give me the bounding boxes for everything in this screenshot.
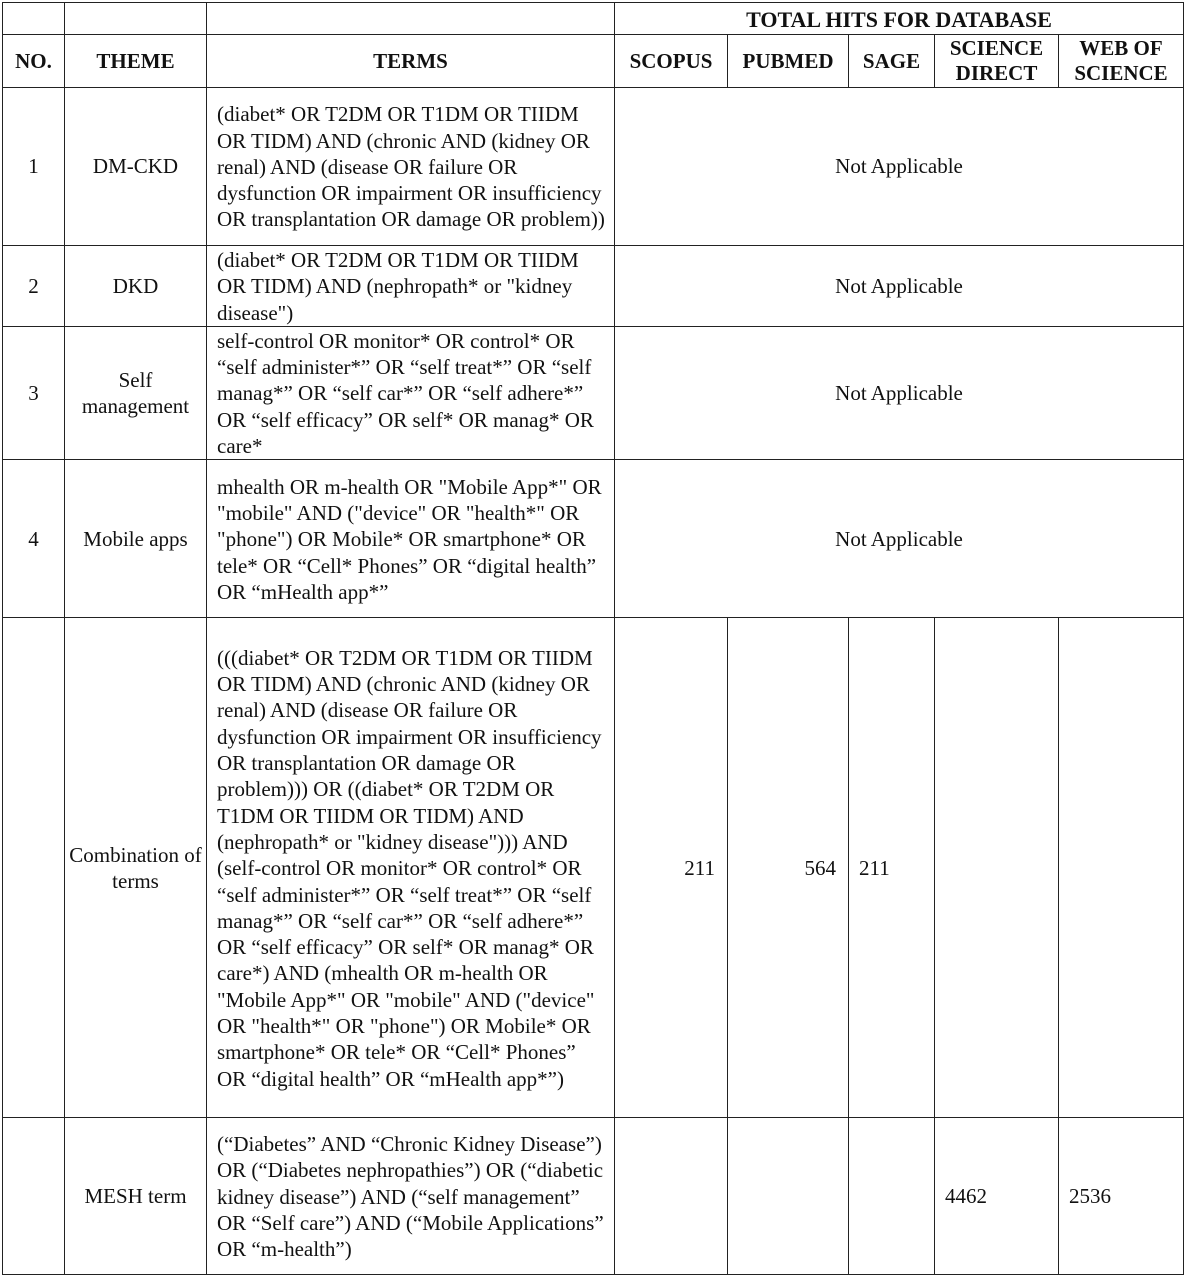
- hits-sage: [849, 1118, 935, 1275]
- row-hits-not-applicable: Not Applicable: [615, 326, 1184, 459]
- hits-scopus: 211: [615, 618, 728, 1118]
- row-number: [3, 1118, 65, 1275]
- row-theme: DKD: [65, 246, 207, 327]
- header-theme: THEME: [65, 35, 207, 88]
- row-hits-not-applicable: Not Applicable: [615, 460, 1184, 618]
- table-row: [3, 246, 1184, 327]
- row-number: 2: [3, 246, 65, 327]
- row-number: 4: [3, 460, 65, 618]
- row-number: 1: [3, 88, 65, 246]
- hits-science-direct: 4462: [935, 1118, 1059, 1275]
- row-number: 3: [3, 326, 65, 459]
- blank-cell: [65, 3, 207, 35]
- row-hits-not-applicable: Not Applicable: [615, 246, 1184, 327]
- blank-cell: [207, 3, 615, 35]
- header-pubmed: PUBMED: [728, 35, 849, 88]
- row-terms: (diabet* OR T2DM OR T1DM OR TIIDM OR TIDM) AND (nephropath* or "kidney disease"): [207, 246, 615, 327]
- row-theme: Combination of terms: [65, 618, 207, 1118]
- row-hits-not-applicable: Not Applicable: [615, 88, 1184, 246]
- hits-pubmed: 564: [728, 618, 849, 1118]
- row-theme: Mobile apps: [65, 460, 207, 618]
- header-science-direct: SCIENCE DIRECT: [935, 35, 1059, 88]
- total-hits-group-header: TOTAL HITS FOR DATABASE: [615, 3, 1184, 35]
- hits-scopus: [615, 1118, 728, 1275]
- blank-cell: [3, 3, 65, 35]
- table-row: [3, 1118, 1184, 1275]
- hits-web-of-science: 2536: [1059, 1118, 1184, 1275]
- row-terms: (diabet* OR T2DM OR T1DM OR TIIDM OR TIDM) AND (chronic AND (kidney OR renal) AND (disease OR failure OR dysfunction OR impairment OR insufficiency OR transplantation OR damage OR problem)): [207, 88, 615, 246]
- row-number: [3, 618, 65, 1118]
- header-sage: SAGE: [849, 35, 935, 88]
- table-row: [3, 618, 1184, 1118]
- header-terms: TERMS: [207, 35, 615, 88]
- row-terms: mhealth OR m-health OR "Mobile App*" OR "mobile" AND ("device" OR "health*" OR "phone") OR Mobile* OR smartphone* OR tele* OR “Cell* Phones” OR “digital health” OR “mHealth app*”: [207, 460, 615, 618]
- hits-science-direct: [935, 618, 1059, 1118]
- row-terms: self-control OR monitor* OR control* OR “self administer*” OR “self treat*” OR “self manag*” OR “self car*” OR “self adhere*” OR “self efficacy” OR self* OR manag* OR care*: [207, 326, 615, 459]
- row-theme: MESH term: [65, 1118, 207, 1275]
- row-theme: DM-CKD: [65, 88, 207, 246]
- header-no: NO.: [3, 35, 65, 88]
- hits-pubmed: [728, 1118, 849, 1275]
- header-web-of-science: WEB OF SCIENCE: [1059, 35, 1184, 88]
- table-row: [3, 326, 1184, 459]
- table-row: [3, 88, 1184, 246]
- group-header-row: [3, 3, 1184, 35]
- search-terms-table: [2, 2, 1184, 1275]
- hits-web-of-science: [1059, 618, 1184, 1118]
- hits-sage: 211: [849, 618, 935, 1118]
- table-row: [3, 460, 1184, 618]
- row-terms: (((diabet* OR T2DM OR T1DM OR TIIDM OR TIDM) AND (chronic AND (kidney OR renal) AND (disease OR failure OR dysfunction OR impairment OR insufficiency OR transplantation OR damage OR problem))) OR ((diabet* OR T2DM OR T1DM OR TIIDM OR TIDM) AND (nephropath* or "kidney disease"))) AND (self-control OR monitor* OR control* OR “self administer*” OR “self treat*” OR “self manag*” OR “self car*” OR “self adhere*” OR “self efficacy” OR self* OR manag* OR care*) AND (mhealth OR m-health OR "Mobile App*" OR "mobile" AND ("device" OR "health*" OR "phone") OR Mobile* OR smartphone* OR tele* OR “Cell* Phones” OR “digital health” OR “mHealth app*”): [207, 618, 615, 1118]
- row-theme: Self management: [65, 326, 207, 459]
- column-header-row: [3, 35, 1184, 88]
- header-scopus: SCOPUS: [615, 35, 728, 88]
- row-terms: (“Diabetes” AND “Chronic Kidney Disease”) OR (“Diabetes nephropathies”) OR (“diabetic kidney disease”) AND (“self management” OR “Self care”) AND (“Mobile Applications” OR “m-health”): [207, 1118, 615, 1275]
